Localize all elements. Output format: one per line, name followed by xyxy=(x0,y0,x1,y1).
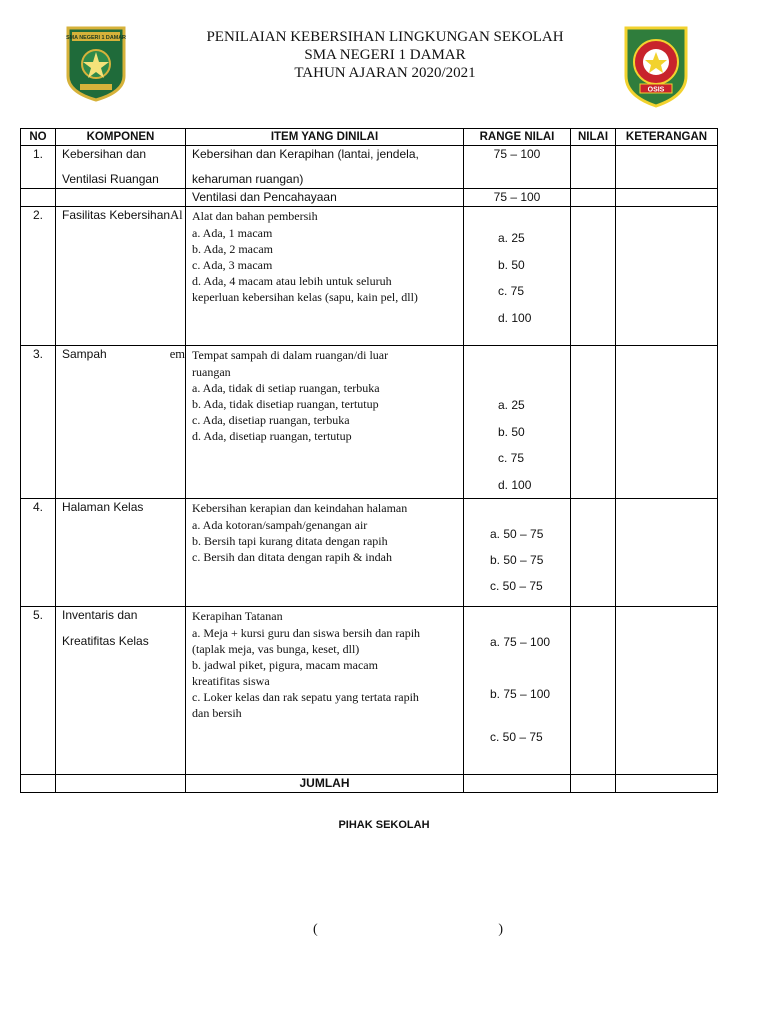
row-item xyxy=(186,207,464,346)
row-item xyxy=(186,607,464,775)
nilai-cell[interactable] xyxy=(571,346,616,499)
row-item: Ventilasi dan Pencahayaan xyxy=(186,189,464,207)
range-value: c. 75 xyxy=(498,451,525,465)
total-row xyxy=(21,775,718,793)
nilai-cell[interactable] xyxy=(571,146,616,189)
row-komponen xyxy=(56,207,186,346)
table-row xyxy=(21,189,718,207)
page-title xyxy=(150,28,620,82)
row-range xyxy=(464,499,571,607)
item-line: c. Ada, 3 macam xyxy=(192,258,273,272)
nilai-cell[interactable] xyxy=(571,775,616,793)
row-no: 5. xyxy=(21,607,56,775)
range-value: a. 50 – 75 xyxy=(490,527,544,541)
keterangan-cell[interactable] xyxy=(616,607,718,775)
row-komponen xyxy=(56,346,186,499)
keterangan-cell[interactable] xyxy=(616,499,718,607)
table-row xyxy=(21,607,718,775)
row-range xyxy=(464,607,571,775)
assessment-table xyxy=(20,128,718,793)
item-line: (taplak meja, vas bunga, keset, dll) xyxy=(192,642,360,656)
row-komponen xyxy=(56,146,186,189)
item-line: Kebersihan kerapian dan keindahan halaman xyxy=(192,501,408,515)
logo-left-text: SMA NEGERI 1 DAMAR xyxy=(66,35,126,41)
item-line: a. Ada, 1 macam xyxy=(192,226,273,240)
header-keterangan: KETERANGAN xyxy=(616,129,718,146)
keterangan-cell[interactable] xyxy=(616,207,718,346)
item-line: d. Ada, disetiap ruangan, tertutup xyxy=(192,429,352,443)
row-no xyxy=(21,775,56,793)
item-line: b. Bersih tapi kurang ditata dengan rapih xyxy=(192,534,388,548)
item-line: keharuman ruangan) xyxy=(192,172,304,186)
item-line: dan bersih xyxy=(192,706,242,720)
paren-open: ( xyxy=(313,922,318,937)
nilai-cell[interactable] xyxy=(571,189,616,207)
keterangan-cell[interactable] xyxy=(616,189,718,207)
item-line: c. Bersih dan ditata dengan rapih & indah xyxy=(192,550,392,564)
title-line-2: SMA NEGERI 1 DAMAR xyxy=(304,47,466,63)
item-line: d. Ada, 4 macam atau lebih untuk seluruh xyxy=(192,274,392,288)
item-line: c. Loker kelas dan rak sepatu yang tertata rapih xyxy=(192,690,419,704)
logo-right-text: OSIS xyxy=(647,86,665,94)
row-no: 4. xyxy=(21,499,56,607)
item-line: a. Ada, tidak di setiap ruangan, terbuka xyxy=(192,381,380,395)
header-no: NO xyxy=(21,129,56,146)
header-nilai: NILAI xyxy=(571,129,616,146)
range-value: b. 50 – 75 xyxy=(490,553,544,567)
row-range xyxy=(464,775,571,793)
header-item: ITEM YANG DINILAI xyxy=(186,129,464,146)
school-logo xyxy=(66,26,126,102)
header-range: RANGE NILAI xyxy=(464,129,571,146)
range-value: a. 25 xyxy=(498,231,525,245)
item-line: b. Ada, tidak disetiap ruangan, tertutup xyxy=(192,397,379,411)
table-row xyxy=(21,146,718,189)
row-no: 2. xyxy=(21,207,56,346)
range-value: c. 50 – 75 xyxy=(490,730,543,744)
row-komponen: Halaman Kelas xyxy=(56,499,186,607)
row-item xyxy=(186,346,464,499)
keterangan-cell[interactable] xyxy=(616,346,718,499)
range-value: b. 75 – 100 xyxy=(490,687,551,701)
item-line: Kebersihan dan Kerapihan (lantai, jendela, xyxy=(192,147,419,161)
title-line-3: TAHUN AJARAN 2020/2021 xyxy=(294,65,476,81)
range-value: c. 50 – 75 xyxy=(490,579,543,593)
total-label: JUMLAH xyxy=(186,775,464,793)
komponen-line: Inventaris dan xyxy=(62,608,138,622)
item-line: a. Ada kotoran/sampah/genangan air xyxy=(192,518,368,532)
row-no xyxy=(21,189,56,207)
row-komponen xyxy=(56,189,186,207)
item-line: Tempat sampah di dalam ruangan/di luar xyxy=(192,348,389,362)
title-line-1: PENILAIAN KEBERSIHAN LINGKUNGAN SEKOLAH xyxy=(206,29,564,45)
komponen-line: Kebersihan dan xyxy=(62,147,147,161)
header-komponen: KOMPONEN xyxy=(56,129,186,146)
item-line: Kerapihan Tatanan xyxy=(192,609,283,623)
item-line: b. Ada, 2 macam xyxy=(192,242,273,256)
item-line: kreatifitas siswa xyxy=(192,674,270,688)
osis-logo xyxy=(622,24,690,108)
item-line: ruangan xyxy=(192,365,231,379)
range-value: d. 100 xyxy=(498,310,532,325)
range-value: d. 100 xyxy=(498,477,532,492)
table-header-row xyxy=(21,129,718,146)
komponen-line: Sampah xyxy=(62,347,107,361)
range-value: a. 25 xyxy=(498,398,525,412)
item-line: a. Meja + kursi guru dan siswa bersih dan rapih xyxy=(192,626,421,640)
paren-close: ) xyxy=(498,922,503,937)
nilai-cell[interactable] xyxy=(571,499,616,607)
item-line: keperluan kebersihan kelas (sapu, kain pel, dll) xyxy=(192,290,418,304)
row-item xyxy=(186,499,464,607)
row-item xyxy=(186,146,464,189)
row-no: 3. xyxy=(21,346,56,499)
signature-heading: PIHAK SEKOLAH xyxy=(338,819,430,831)
row-range: 75 – 100 xyxy=(464,146,571,189)
range-value: b. 50 xyxy=(498,424,525,439)
table-row xyxy=(21,499,718,607)
range-value: b. 50 xyxy=(498,257,525,272)
komponen-overflow: em xyxy=(169,347,185,361)
komponen-overflow: Al xyxy=(170,208,183,222)
komponen-line: Ventilasi Ruangan xyxy=(62,172,159,186)
komponen-line: Kreatifitas Kelas xyxy=(62,634,149,648)
table-row xyxy=(21,346,718,499)
nilai-cell[interactable] xyxy=(571,207,616,346)
range-value: a. 75 – 100 xyxy=(490,635,551,649)
nilai-cell[interactable] xyxy=(571,607,616,775)
row-range xyxy=(464,207,571,346)
row-komponen xyxy=(56,607,186,775)
item-line: c. Ada, disetiap ruangan, terbuka xyxy=(192,413,350,427)
row-komponen xyxy=(56,775,186,793)
range-value: c. 75 xyxy=(498,284,525,298)
keterangan-cell[interactable] xyxy=(616,775,718,793)
table-row xyxy=(21,207,718,346)
row-range xyxy=(464,346,571,499)
komponen-line: Fasilitas Kebersihan xyxy=(62,208,171,222)
item-line: Alat dan bahan pembersih xyxy=(192,209,318,223)
keterangan-cell[interactable] xyxy=(616,146,718,189)
row-no: 1. xyxy=(21,146,56,189)
item-line: b. jadwal piket, pigura, macam macam xyxy=(192,658,378,672)
row-range: 75 – 100 xyxy=(464,189,571,207)
